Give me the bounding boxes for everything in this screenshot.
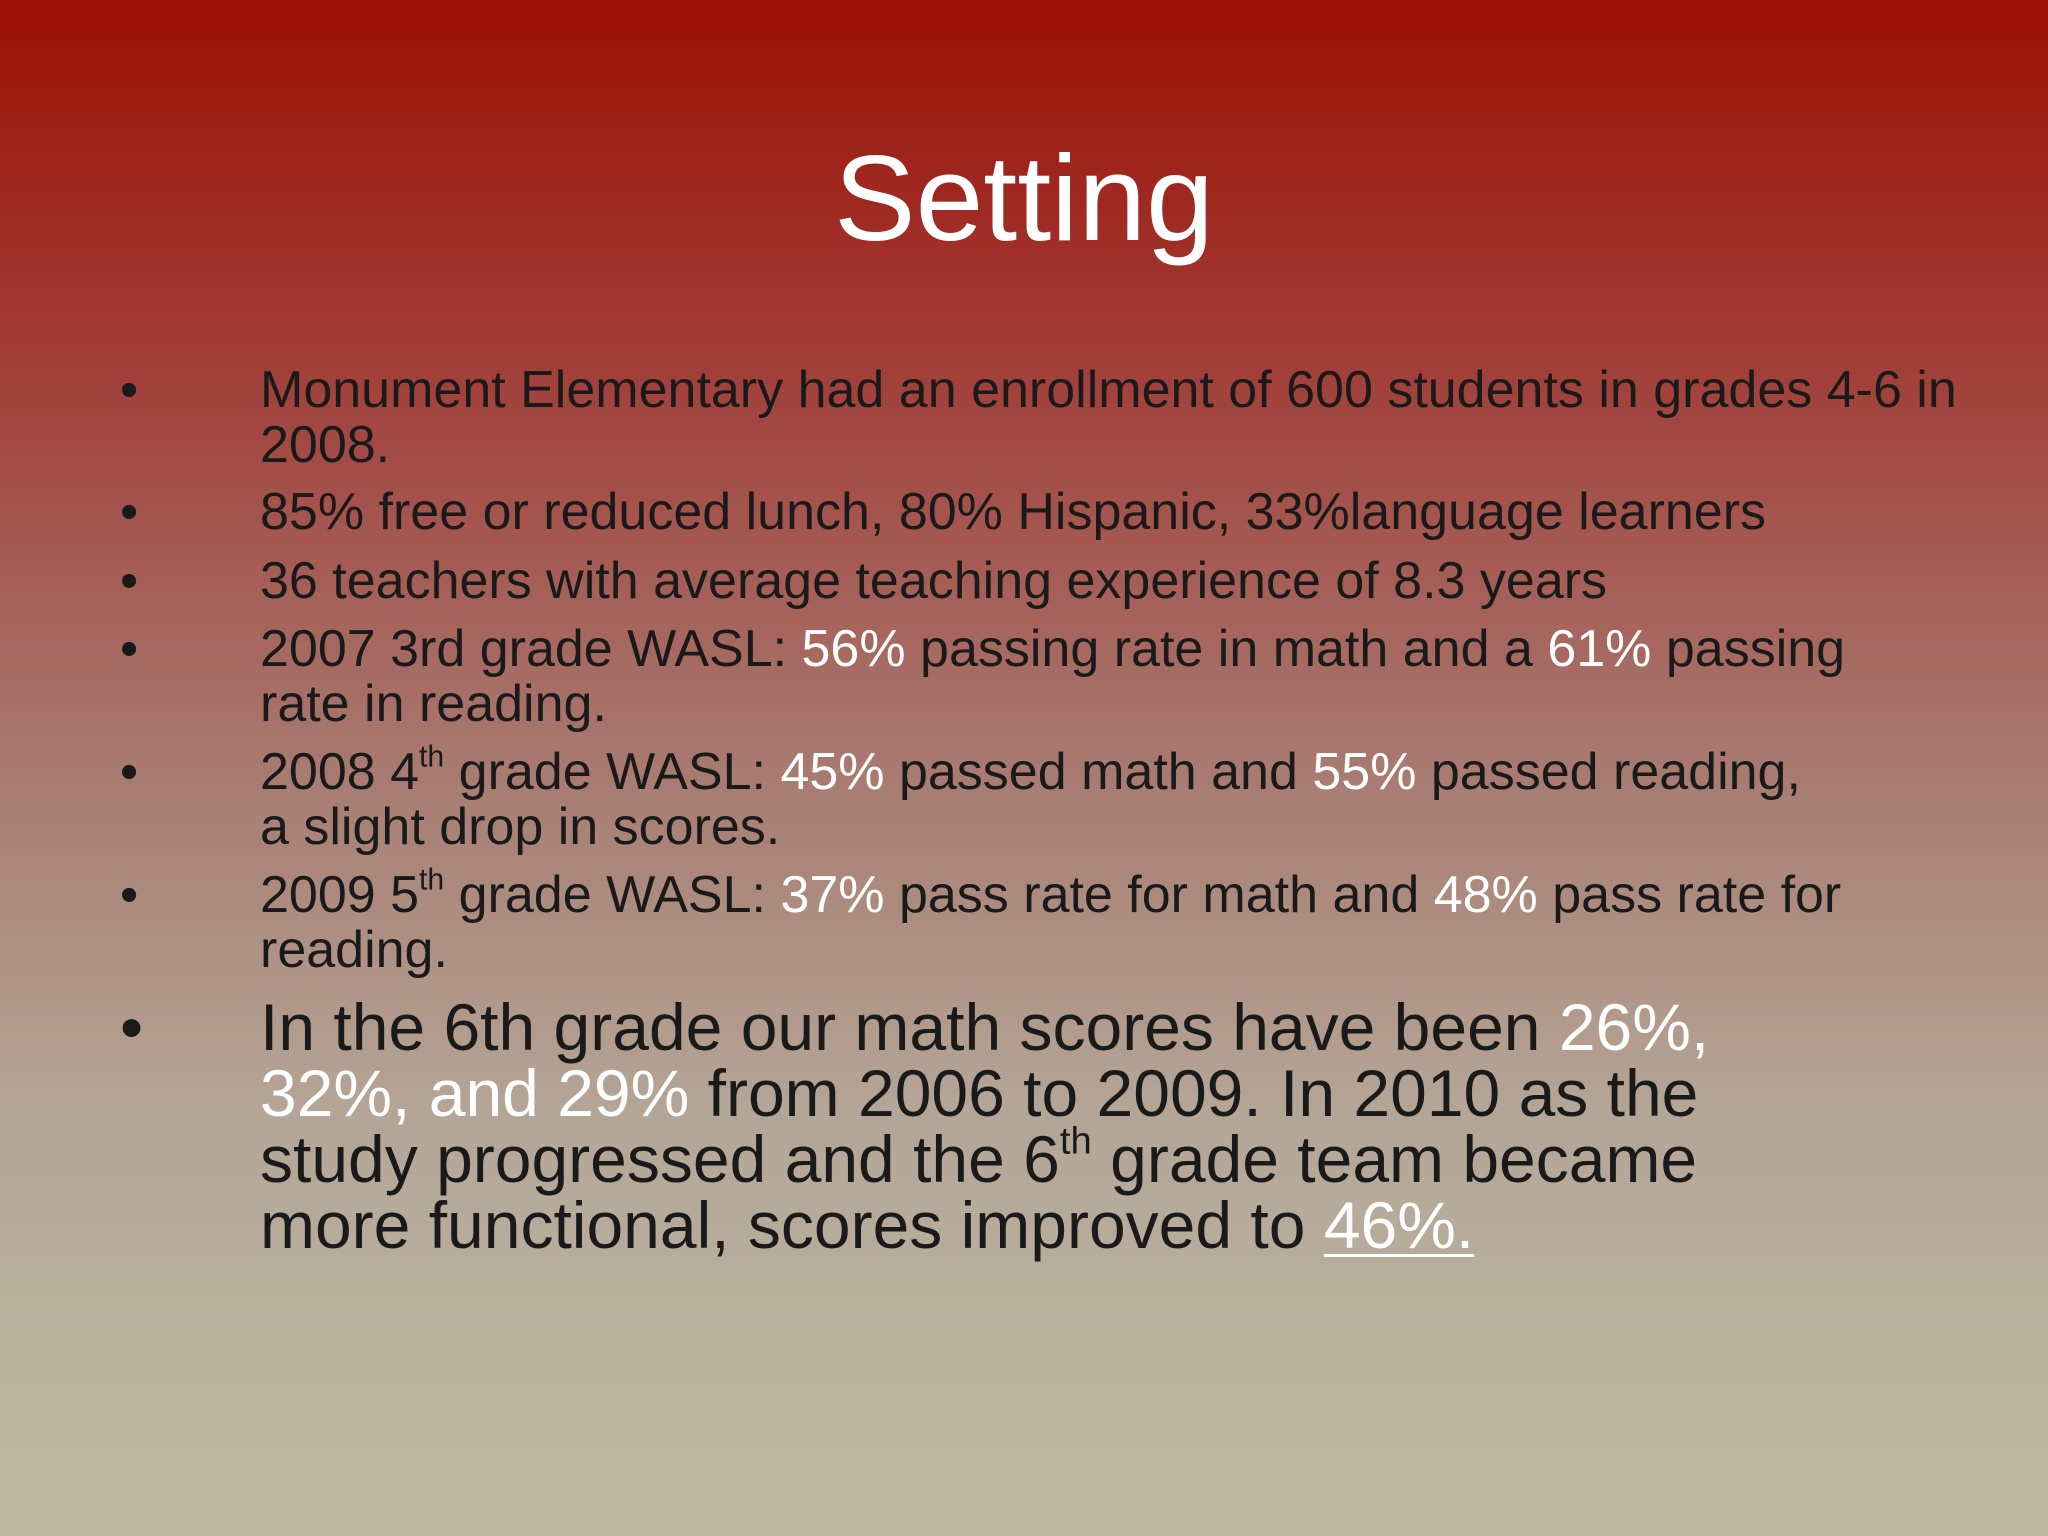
text-segment: In the 6th grade our math scores have been [260, 990, 1559, 1064]
highlight-value: 56% [801, 620, 906, 678]
text-segment: grade team became more functional, scores improved to [260, 1122, 1698, 1262]
text-segment: 2009 5 [260, 866, 420, 924]
bullet-text: 36 teachers with average teaching experience of 8.3 years [260, 552, 1608, 610]
text-segment: passing rate in math and a [905, 620, 1548, 678]
highlight-value: 45% [780, 743, 885, 801]
bullet-dot: • [120, 361, 139, 419]
highlight-value: 26%, 32%, and 29% [260, 990, 1710, 1130]
text-segment: grade WASL: [444, 743, 781, 801]
highlight-value: 55% [1312, 743, 1417, 801]
text-segment: grade WASL: [444, 866, 781, 924]
superscript: th [419, 740, 445, 774]
text-segment: pass rate for math and [884, 866, 1434, 924]
bullet-text [260, 622, 1860, 732]
bullet-text: 85% free or reduced lunch, 80% Hispanic, 33%language learners [260, 483, 1767, 541]
text-segment: pass rate for reading. [260, 866, 1842, 979]
highlight-value: 48% [1433, 866, 1538, 924]
bullet-dot: • [120, 620, 139, 678]
bullet-dot: • [120, 552, 139, 610]
bullet-text [260, 990, 1820, 1262]
bullet-dot: • [120, 743, 139, 801]
bullet-dot: • [120, 866, 139, 924]
bullet-dot: • [120, 990, 144, 1064]
text-segment: passed math and [884, 743, 1313, 801]
bullet-text [260, 863, 1980, 979]
text-segment: 2008 4 [260, 743, 420, 801]
text-segment: 2007 3rd grade WASL: [260, 620, 802, 678]
highlight-value: 37% [780, 866, 885, 924]
bullet-dot: • [120, 483, 139, 541]
slide-title: Setting [834, 130, 1214, 266]
text-segment: from 2006 to 2009. In 2010 as the study progressed and the 6 [260, 1056, 1699, 1196]
bullet-text: Monument Elementary had an enrollment of 600 students in grades 4-6 in 2008. [260, 361, 1957, 474]
text-segment: passed reading, a slight drop in scores. [260, 743, 1801, 856]
superscript: th [419, 863, 445, 897]
text-segment: passing rate in reading. [260, 620, 1846, 733]
bullet-text [260, 740, 1820, 856]
superscript: th [1059, 1119, 1092, 1163]
highlight-value-underlined: 46%. [1323, 1188, 1475, 1262]
highlight-value: 61% [1547, 620, 1652, 678]
